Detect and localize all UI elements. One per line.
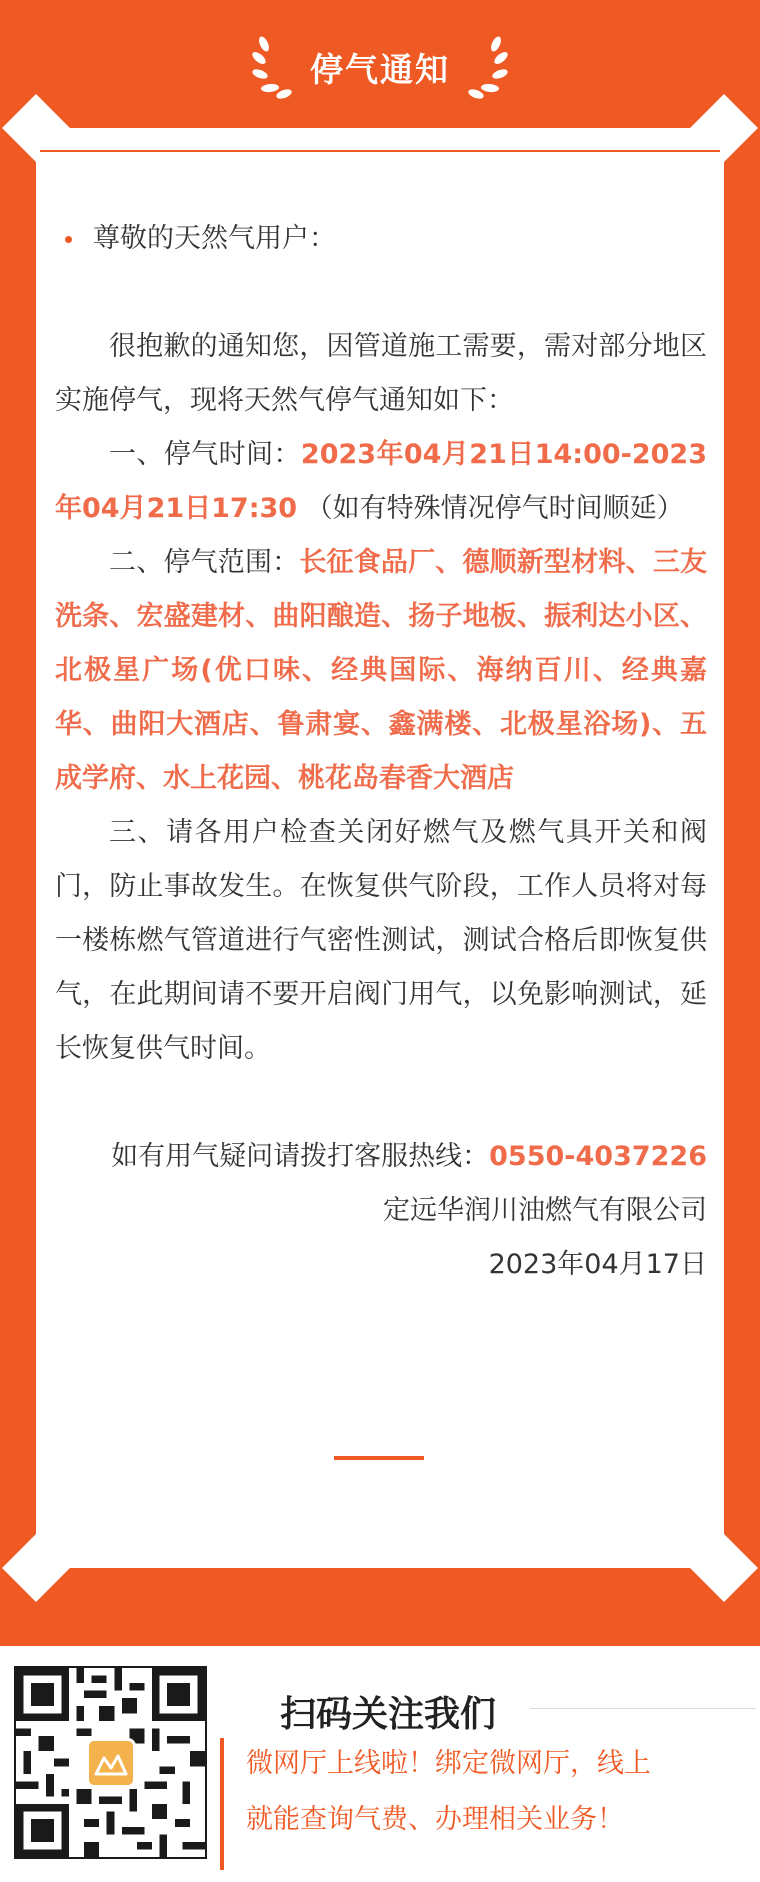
follow-us-title: 扫码关注我们 [280,1694,497,1735]
outage-range-paragraph [55,536,707,806]
hotline-line [55,1130,707,1184]
follow-footer [0,1646,760,1882]
outage-range-label: 二、停气范围： [109,547,300,578]
outage-time-note: （如有特殊情况停气时间顺延） [297,493,684,524]
intro-paragraph: 很抱歉的通知您，因管道施工需要，需对部分地区实施停气，现将天然气停气通知如下： [55,331,707,416]
notice-title: 停气通知 [310,50,450,89]
greeting-text: 尊敬的天然气用户： [93,223,336,254]
follow-line-2: 就能查询气费、办理相关业务！ [246,1804,624,1835]
follow-accent-bar [220,1738,224,1870]
notice-content [55,212,707,1292]
qr-code-icon[interactable] [14,1666,207,1859]
follow-description [246,1736,746,1848]
hotline-label: 如有用气疑问请拨打客服热线： [111,1141,490,1172]
safety-paragraph: 三、请各用户检查关闭好燃气及燃气具开关和阀门，防止事故发生。在恢复供气阶段，工作人员将对每一楼栋燃气管道进行气密性测试，测试合格后即恢复供气，在此期间请不要开启阀门用气，以免影响测试，延长恢复供气时间。 [55,817,707,1064]
outage-time-value: 2023年04月21日14:00-2023年04月21日17:30 [55,439,708,524]
hotline-number[interactable]: 0550-4037226 [489,1141,707,1172]
notice-date: 2023年04月17日 [488,1249,707,1280]
outage-time-label: 一、停气时间： [109,439,301,470]
company-name: 定远华润川油燃气有限公司 [383,1195,707,1226]
follow-title-divider [530,1708,756,1709]
outage-time-paragraph [55,428,707,536]
follow-line-1: 微网厅上线啦！绑定微网厅，线上 [246,1748,651,1779]
laurel-right-icon [460,36,514,102]
outage-range-value: 长征食品厂、德顺新型材料、三友洗条、宏盛建材、曲阳酿造、扬子地板、振利达小区、北极星广场(优口味、经典国际、海纳百川、经典嘉华、曲阳大酒店、鲁肃宴、鑫满楼、北极星浴场)、五成学府、水上花园、桃花岛春香大酒店 [55,547,708,794]
header-divider [40,150,720,152]
bullet-dot-icon [65,236,72,243]
greeting [55,212,707,266]
end-divider [334,1456,424,1460]
brand-logo-icon [86,1738,136,1788]
